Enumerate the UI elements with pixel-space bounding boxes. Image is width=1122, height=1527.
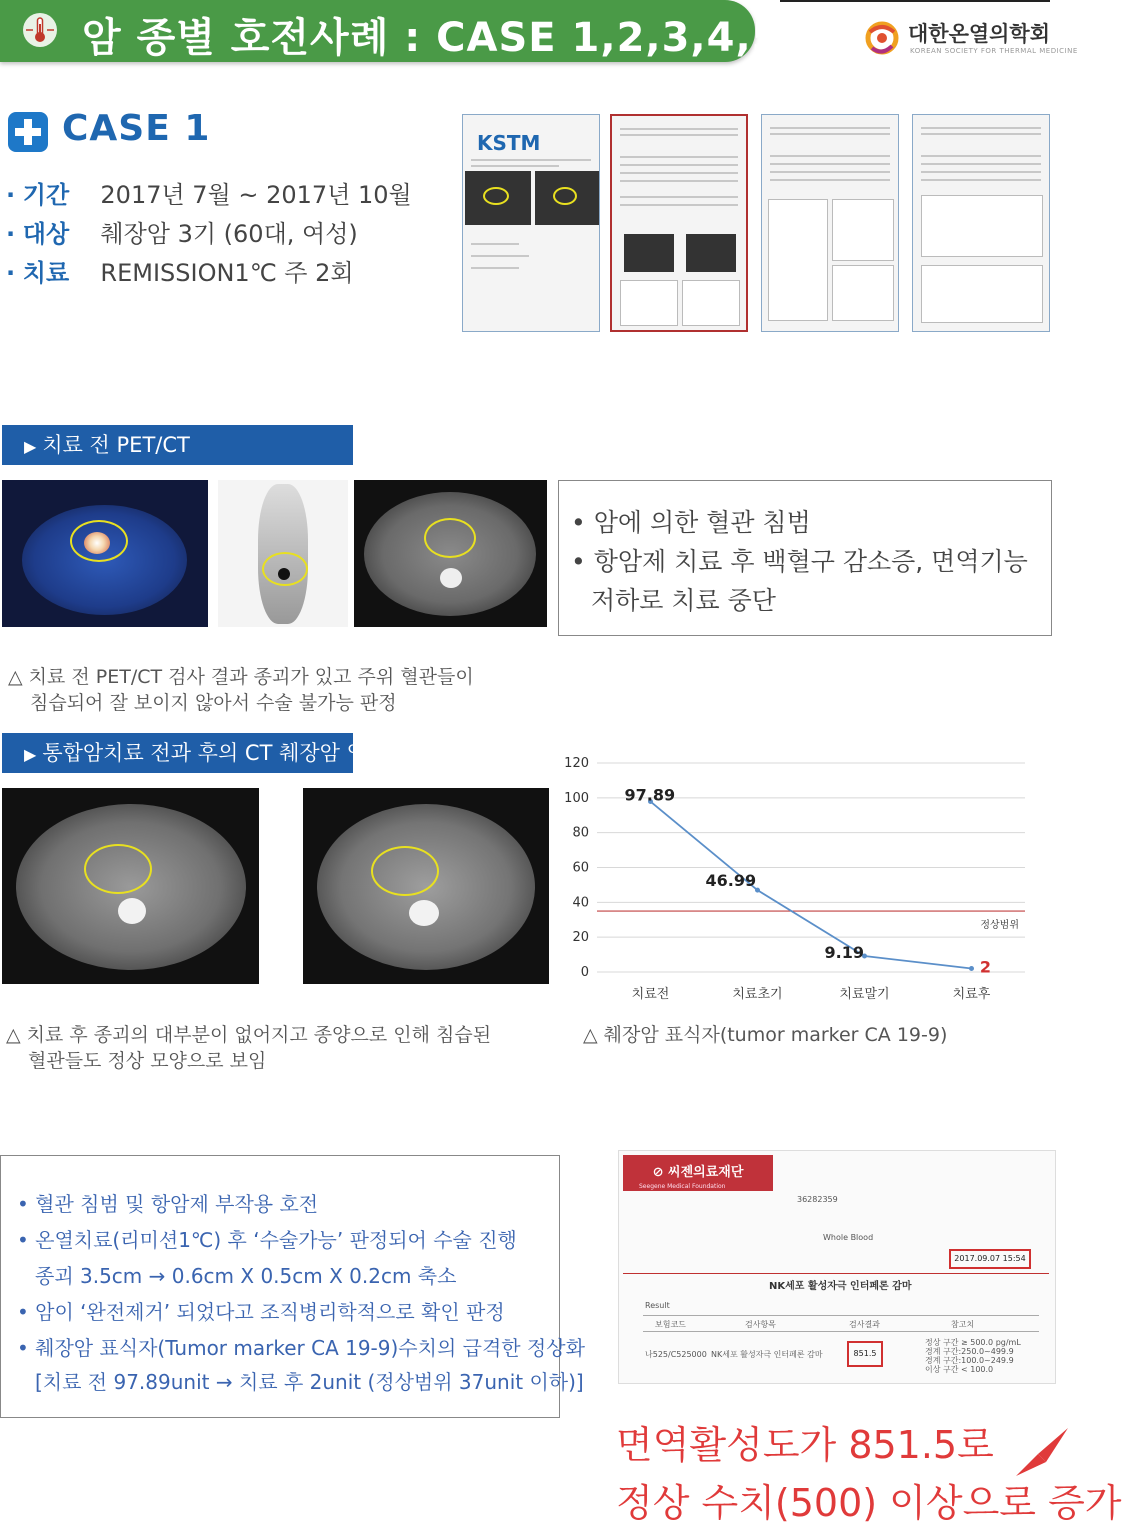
info-subject: · 대상 췌장암 3기 (60대, 여성) (6, 220, 358, 248)
x-tick-label: 치료초기 (732, 987, 783, 1002)
summary-line: • 온열치료(리미션1℃) 후 ‘수술가능’ 판정되어 수술 진행 (17, 1228, 517, 1252)
paper-thumbnail-page1 (610, 114, 748, 332)
summary-line: • 췌장암 표식자(Tumor marker CA 19-9)수치의 급격한 정상화 (17, 1336, 585, 1360)
ct-scan-before (2, 788, 259, 984)
section-label-pre-petct: ▶ 치료 전 PET/CT (2, 425, 353, 465)
pet-mip-image (218, 480, 348, 627)
ct-caption-line2: 혈관들도 정상 모양으로 보임 (28, 1050, 267, 1072)
report-reg-no: 36282359 (797, 1195, 838, 1204)
summary-box (0, 1155, 585, 1418)
data-label: 9.19 (824, 942, 864, 962)
data-label: 2 (979, 957, 992, 977)
play-triangle-icon: ▶ (24, 745, 37, 764)
highlight-line1: 면역활성도가 851.5로 (616, 1423, 994, 1467)
chart-caption: △ 췌장암 표식자(tumor marker CA 19-9) (583, 1024, 948, 1046)
plus-icon (8, 112, 48, 152)
section-label-ct-compare: ▶ 통합암치료 전과 후의 CT 췌장암 영상 (2, 733, 353, 773)
summary-line: [치료 전 97.89unit → 치료 후 2unit (정상범위 37unit 이하)] (35, 1370, 584, 1394)
data-label: 46.99 (705, 871, 757, 891)
header-rule (780, 0, 1050, 2)
pre-treatment-notes: • 암에 의한 혈관 침범 • 항암제 치료 후 백혈구 감소증, 면역기능 저하로 치료 중단 (558, 480, 1052, 636)
y-tick-label: 20 (572, 930, 589, 946)
lab-report-image: ⊘ 씨젠의료재단 Seegene Medical Foundation 36282359 Whole Blood 2017.09.07 15:54 NK세포 활성자극 인터페론 감마 Result 보험코드 검사항목 검사결과 참고치 나525/C525000 NK세포 활성자극 인터페론 감마 851.5 정상 구간 ≥ 500.0 pg/mL 경계 구간:250.0~499.9 경계 구간:100.0~249.9 이상 구간 < 100.0 (618, 1150, 1056, 1384)
society-name: 대한온열의학회 (908, 22, 1051, 46)
y-tick-label: 100 (564, 790, 589, 806)
series-line (651, 802, 972, 969)
info-treatment: · 치료 REMISSION1℃ 주 2회 (6, 259, 354, 287)
data-label: 97.89 (624, 785, 676, 805)
report-date: 2017.09.07 15:54 (949, 1249, 1031, 1269)
case-title: CASE 1 (62, 108, 211, 149)
paper-thumbnail-page2 (761, 114, 899, 332)
ct-scan-after (303, 788, 549, 984)
summary-line: 종괴 3.5cm → 0.6cm X 0.5cm X 0.2cm 축소 (35, 1264, 457, 1288)
report-org-sub: Seegene Medical Foundation (639, 1183, 726, 1190)
thermometer-icon (22, 12, 58, 48)
summary-line: • 혈관 침범 및 항암제 부작용 호전 (17, 1192, 319, 1216)
y-tick-label: 120 (564, 756, 589, 771)
paper-thumbnail-page3 (912, 114, 1050, 332)
reference-label: 정상범위 (980, 920, 1019, 932)
society-logo-icon (862, 18, 902, 58)
info-period: · 기간 2017년 7월 ~ 2017년 10월 (6, 181, 412, 209)
y-tick-label: 80 (572, 825, 589, 841)
highlight-line2: 정상 수치(500) 이상으로 증가 (616, 1481, 1122, 1525)
pre-caption-line1: △ 치료 전 PET/CT 검사 결과 종괴가 있고 주위 혈관들이 (8, 666, 474, 688)
pet-scan-image (2, 480, 208, 627)
x-tick-label: 치료전 (631, 987, 670, 1002)
summary-line: • 암이 ‘완전제거’ 되었다고 조직병리학적으로 확인 판정 (17, 1300, 505, 1324)
up-arrow-icon (1016, 1428, 1068, 1476)
y-tick-label: 0 (580, 965, 589, 980)
x-tick-label: 치료말기 (839, 987, 890, 1002)
data-point (969, 966, 974, 971)
tumor-marker-chart (555, 745, 1050, 1015)
page-title: 암 종별 호전사례 : CASE 1,2,3,4,5 (82, 15, 781, 61)
x-tick-label: 치료후 (952, 987, 991, 1002)
report-result-value: 851.5 (847, 1341, 883, 1367)
report-specimen: Whole Blood (823, 1233, 874, 1242)
ct-scan-pre (354, 480, 547, 627)
society-subtitle: KOREAN SOCIETY FOR THERMAL MEDICINE (910, 47, 1078, 55)
ct-caption-line1: △ 치료 후 종괴의 대부분이 없어지고 종양으로 인해 침습된 (6, 1024, 492, 1046)
report-org-header: ⊘ 씨젠의료재단 (623, 1155, 773, 1191)
report-result-label: Result (645, 1301, 670, 1310)
report-title: NK세포 활성자극 인터페론 감마 (769, 1281, 912, 1292)
pre-caption-line2: 침습되어 잘 보이지 않아서 수술 불가능 판정 (30, 692, 397, 714)
play-triangle-icon: ▶ (24, 437, 37, 456)
y-tick-label: 40 (572, 895, 589, 911)
y-tick-label: 60 (572, 860, 589, 876)
paper-thumbnail-cover (462, 114, 600, 332)
paper-logo: KSTM (477, 131, 541, 155)
